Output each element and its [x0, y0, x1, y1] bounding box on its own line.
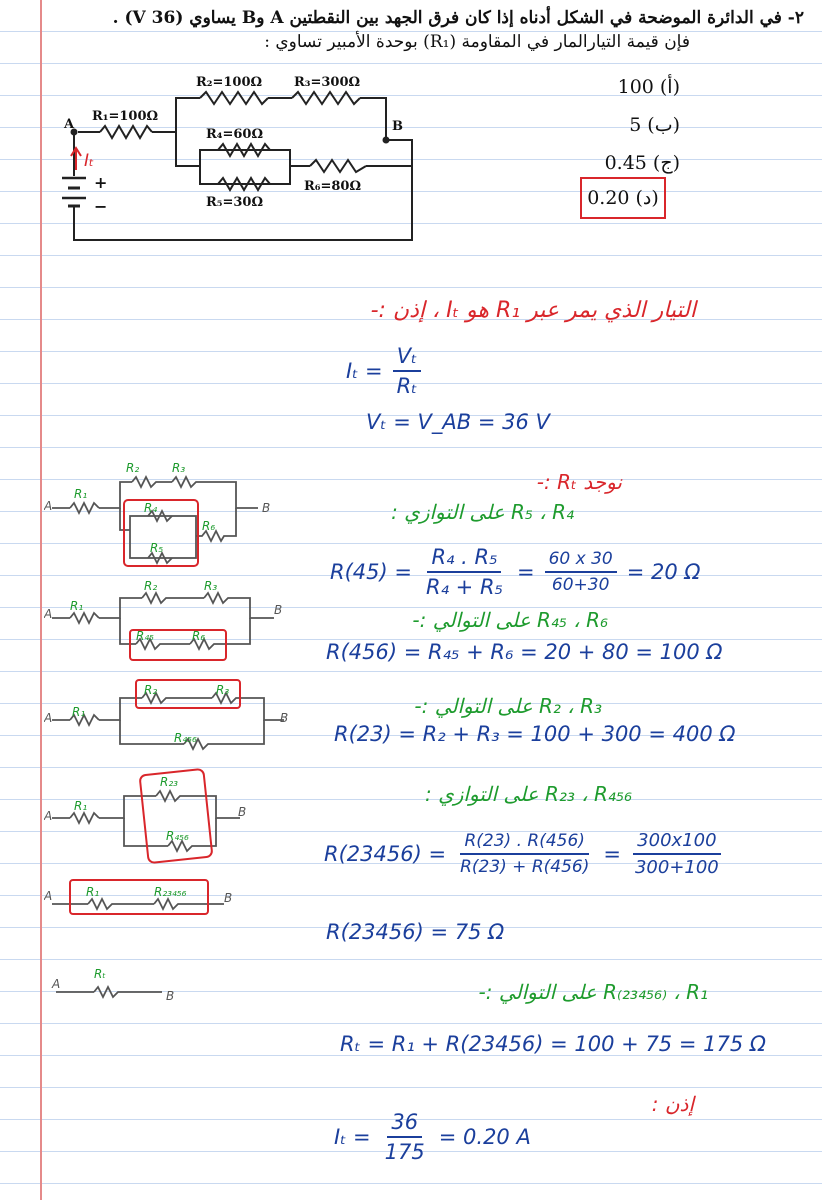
s1-r3: R₃ [172, 461, 186, 475]
s1-r2: R₂ [126, 461, 140, 475]
s5-r1: R₁ [86, 885, 100, 899]
r3-resistor [292, 92, 360, 104]
step3-series-r2-r3: R₂ ، R₃ على التوالي :- [414, 694, 602, 718]
r45-equation: R(45) = $\frac{\text{R₄ . R₅}}{\text{R₄ + R₅}}$ = $\frac{60 x 30}{60+30}$ = 20 Ω [330, 545, 701, 599]
s3-r456: R₄₅₆ [174, 731, 197, 745]
therefore-label: إذن : [651, 1092, 694, 1116]
label-point-b: B [392, 119, 403, 134]
label-point-a: A [64, 117, 75, 132]
r23456-result: R(23456) = 75 Ω [326, 920, 505, 944]
s5-b: B [224, 891, 233, 905]
s2-a: A [44, 607, 53, 621]
battery-plus: + [94, 173, 108, 192]
sketch-2-circuit [44, 578, 294, 670]
rt-equation: Rₜ = R₁ + R(23456) = 100 + 75 = 175 Ω [340, 1032, 766, 1056]
s3-b: B [280, 711, 289, 725]
s1-r6: R₆ [202, 519, 216, 533]
s1-r4: R₄ [144, 501, 158, 515]
sketch-5-circuit [44, 874, 264, 924]
s6-rt: Rₜ [94, 967, 106, 981]
label-r5: R₅=30Ω [206, 195, 264, 210]
sketch-3-circuit [44, 674, 294, 760]
option-d-selected-answer: 0.20 (د) [580, 177, 666, 219]
final-current-equation: Iₜ = $\frac{36}{175}$ = 0.20 A [334, 1110, 531, 1164]
s3-r3: R₃ [216, 683, 230, 697]
r6-resistor [310, 160, 366, 172]
notebook-margin-line [40, 0, 42, 1200]
s6-b: B [166, 989, 175, 1003]
question-line-1: ٢- في الدائرة الموضحة في الشكل أدناه إذا كان فرق الجهد بين النقطتين A وB يساوي (36 V) . [112, 8, 804, 28]
option-a: 100 (أ) [617, 76, 680, 98]
s5-a: A [44, 889, 53, 903]
label-r4: R₄=60Ω [206, 127, 264, 142]
s2-r45: R₄₅ [136, 629, 154, 643]
s2-b: B [274, 603, 283, 617]
label-r6: R₆=80Ω [304, 179, 362, 194]
s4-r1: R₁ [74, 799, 88, 813]
question-line-2: فإن قيمة التيارالمار في المقاومة (R₁) بوحدة الأمبير تساوي : [264, 32, 690, 52]
find-rt-heading: نوجد Rₜ :- [536, 470, 622, 494]
s4-r456: R₄₅₆ [166, 829, 189, 843]
voltage-equation: Vₜ = V_AB = 36 V [366, 410, 550, 434]
step1-parallel-r4-r5: R₅ ، R₄ على التوازي : [391, 500, 574, 524]
s4-r23: R₂₃ [160, 775, 178, 789]
s1-b: B [262, 501, 271, 515]
r23-equation: R(23) = R₂ + R₃ = 100 + 300 = 400 Ω [334, 722, 736, 746]
step2-series-r45-r6: R₄₅ ، R₆ على التوالي :- [412, 608, 608, 632]
options-list [590, 76, 680, 190]
r23456-equation: R(23456) = $\frac{R(23) . R(456)}{R(23) + R(456)}$ = $\frac{300x100}{300+100}$ [324, 830, 719, 878]
label-r2: R₂=100Ω [196, 75, 263, 90]
step4-parallel-r23-r456: R₂₃ ، R₄₅₆ على التوازي : [425, 782, 632, 806]
step5-series-r1-r23456: R₍₂₃₄₅₆₎ ، R₁ على التوالي :- [478, 980, 708, 1004]
sketch-4-circuit [44, 764, 264, 864]
s3-r2: R₂ [144, 683, 158, 697]
current-label: Iₜ [84, 151, 95, 171]
option-b: 5 (ب) [629, 114, 680, 136]
s1-r1: R₁ [74, 487, 88, 501]
sketch-6-circuit [44, 962, 204, 1008]
s6-a: A [52, 977, 61, 991]
ohm-law-equation: Iₜ = $\frac{\text{Vₜ}}{\text{Rₜ}}$ [346, 344, 421, 398]
label-r3: R₃=300Ω [294, 75, 361, 90]
s5-r23456: R₂₃₄₅₆ [154, 885, 187, 899]
s4-a: A [44, 809, 53, 823]
s2-r2: R₂ [144, 579, 158, 593]
r2-resistor [200, 92, 268, 104]
sketch-1-full-circuit [44, 458, 294, 580]
s3-r1: R₁ [72, 705, 86, 719]
circuit-diagram [60, 64, 430, 254]
s3-a: A [44, 711, 53, 725]
s1-a: A [44, 499, 53, 513]
option-c: 0.45 (ج) [604, 152, 680, 174]
s1-r5: R₅ [150, 541, 164, 555]
s2-r3: R₃ [204, 579, 218, 593]
battery-minus: − [94, 197, 108, 216]
solution-heading: التيار الذي يمر عبر R₁ هو Iₜ ، إذن :- [370, 298, 696, 323]
label-r1: R₁=100Ω [92, 109, 159, 124]
s2-r6: R₆ [192, 629, 206, 643]
r456-equation: R(456) = R₄₅ + R₆ = 20 + 80 = 100 Ω [326, 640, 723, 664]
s4-b: B [238, 805, 247, 819]
r1-resistor [100, 126, 152, 138]
s2-r1: R₁ [70, 599, 84, 613]
